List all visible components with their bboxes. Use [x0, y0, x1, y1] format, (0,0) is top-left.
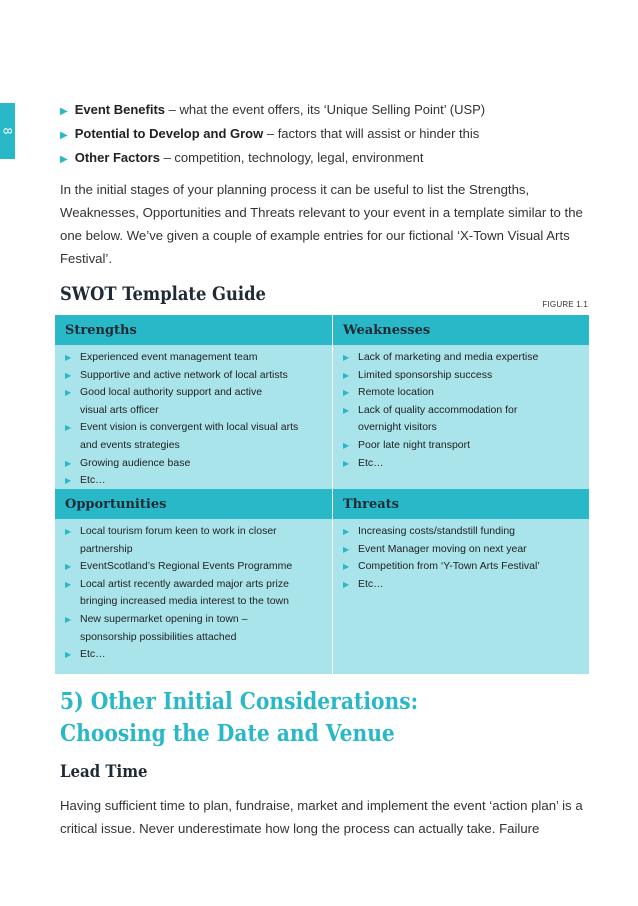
opportunities-cell [55, 519, 332, 674]
list-item [65, 349, 326, 367]
list-item-text: Event Manager moving on next year [358, 542, 527, 555]
bullet-term: Potential to Develop and Grow [74, 126, 264, 141]
list-item [65, 455, 326, 473]
list-item [65, 558, 326, 576]
list-item-text: Etc… [358, 577, 384, 590]
list-item [65, 419, 326, 454]
section-title-line1: 5) Other Initial Considerations: [60, 688, 419, 715]
arrow-bullet-icon: ▶ [343, 353, 350, 362]
arrow-bullet-icon: ▶ [343, 562, 350, 572]
list-item-text: Growing audience base [80, 456, 191, 469]
swot-title: SWOT Template Guide [60, 283, 266, 305]
bullet-text: – competition, technology, legal, environment [159, 150, 424, 165]
bullet-text: – factors that will assist or hinder this [263, 126, 480, 141]
arrow-bullet-icon: ▶ [60, 106, 68, 117]
page-number: 8 [0, 127, 15, 135]
threats-cell [332, 519, 589, 674]
list-item-text: Remote location [358, 386, 434, 399]
strengths-cell [55, 345, 332, 489]
list-item-text: New supermarket opening in town – sponsorship possibilities attached [80, 612, 248, 643]
bullet-term: Event Benefits [74, 102, 166, 117]
list-item-text: Etc… [80, 648, 106, 661]
list-item [343, 558, 583, 576]
arrow-bullet-icon: ▶ [343, 579, 350, 589]
list-item [343, 349, 583, 367]
list-item-text: Local tourism forum keen to work in closer partnership [80, 525, 277, 555]
intro-paragraph: In the initial stages of your planning process it can be useful to list the Strengths, Weaknesses, Opportunities and Threats relevant to your event in a template similar to the one below. We’ve given a couple of example entries for our fictional ‘X-Town Visual Arts Festival’. [60, 182, 583, 266]
subsection-title: Lead Time [60, 762, 148, 782]
arrow-bullet-icon: ▶ [65, 353, 72, 362]
section-title [60, 686, 418, 750]
list-item [65, 646, 326, 664]
list-item [60, 123, 600, 147]
factor-bullet-list [60, 99, 600, 171]
arrow-bullet-icon: ▶ [343, 370, 350, 380]
figure-label: FIGURE 1.1 [542, 300, 588, 309]
arrow-bullet-icon: ▶ [65, 476, 72, 486]
list-item-text: Experienced event management team [80, 351, 258, 363]
page-number-tab [0, 103, 15, 159]
arrow-bullet-icon: ▶ [65, 423, 72, 433]
list-item [343, 455, 583, 473]
arrow-bullet-icon: ▶ [65, 562, 72, 572]
list-item-text: Etc… [80, 474, 106, 487]
list-item-text: Limited sponsorship success [358, 368, 493, 381]
list-item [343, 384, 583, 402]
list-item-text: Good local authority support and active visual arts officer [80, 386, 263, 416]
list-item-text: EventScotland’s Regional Events Programme [80, 560, 293, 573]
arrow-bullet-icon: ▶ [65, 579, 72, 589]
arrow-bullet-icon: ▶ [65, 614, 72, 624]
lead-time-paragraph: Having sufficient time to plan, fundraise, market and implement the event ‘action plan’ is a critical issue. Never underestimate how long the process can actually take. Failure [60, 798, 583, 836]
list-item [65, 472, 326, 490]
list-item [60, 147, 600, 171]
arrow-bullet-icon: ▶ [60, 154, 68, 165]
arrow-bullet-icon: ▶ [343, 527, 350, 536]
list-item [343, 367, 583, 385]
list-item-text: Supportive and active network of local artists [80, 368, 288, 381]
list-item-text: Lack of quality accommodation for overnight visitors [358, 403, 518, 434]
list-item [65, 384, 326, 419]
arrow-bullet-icon: ▶ [65, 527, 72, 536]
list-item [65, 367, 326, 385]
list-item-text: Increasing costs/standstill funding [358, 525, 516, 537]
arrow-bullet-icon: ▶ [343, 458, 350, 468]
arrow-bullet-icon: ▶ [65, 370, 72, 380]
arrow-bullet-icon: ▶ [343, 440, 350, 450]
arrow-bullet-icon: ▶ [343, 544, 350, 554]
list-item-text: Poor late night transport [358, 438, 471, 451]
opportunities-heading: Opportunities [55, 489, 332, 519]
arrow-bullet-icon: ▶ [65, 650, 72, 660]
bullet-term: Other Factors [74, 150, 160, 165]
section-title-line2: Choosing the Date and Venue [60, 720, 395, 747]
list-item-text: Lack of marketing and media expertise [358, 351, 539, 363]
threats-heading: Threats [332, 489, 589, 519]
arrow-bullet-icon: ▶ [65, 458, 72, 468]
list-item [65, 523, 326, 558]
arrow-bullet-icon: ▶ [60, 130, 68, 141]
list-item [343, 523, 583, 541]
weaknesses-cell [332, 345, 589, 489]
list-item [65, 576, 326, 611]
list-item [343, 541, 583, 559]
strengths-heading: Strengths [55, 315, 332, 345]
weaknesses-heading: Weaknesses [332, 315, 589, 345]
arrow-bullet-icon: ▶ [343, 388, 350, 398]
list-item-text: Competition from ‘Y-Town Arts Festival’ [358, 560, 540, 573]
list-item [60, 99, 600, 123]
list-item [343, 576, 583, 594]
arrow-bullet-icon: ▶ [65, 388, 72, 398]
swot-table [55, 315, 589, 674]
list-item-text: Event vision is convergent with local visual arts and events strategies [80, 421, 299, 451]
list-item [343, 402, 583, 437]
list-item-text: Etc… [358, 456, 384, 469]
list-item-text: Local artist recently awarded major arts prize bringing increased media interest to the town [80, 577, 289, 608]
list-item [65, 611, 326, 646]
bullet-text: – what the event offers, its ‘Unique Selling Point’ (USP) [165, 102, 486, 117]
list-item [343, 437, 583, 455]
arrow-bullet-icon: ▶ [343, 405, 350, 415]
